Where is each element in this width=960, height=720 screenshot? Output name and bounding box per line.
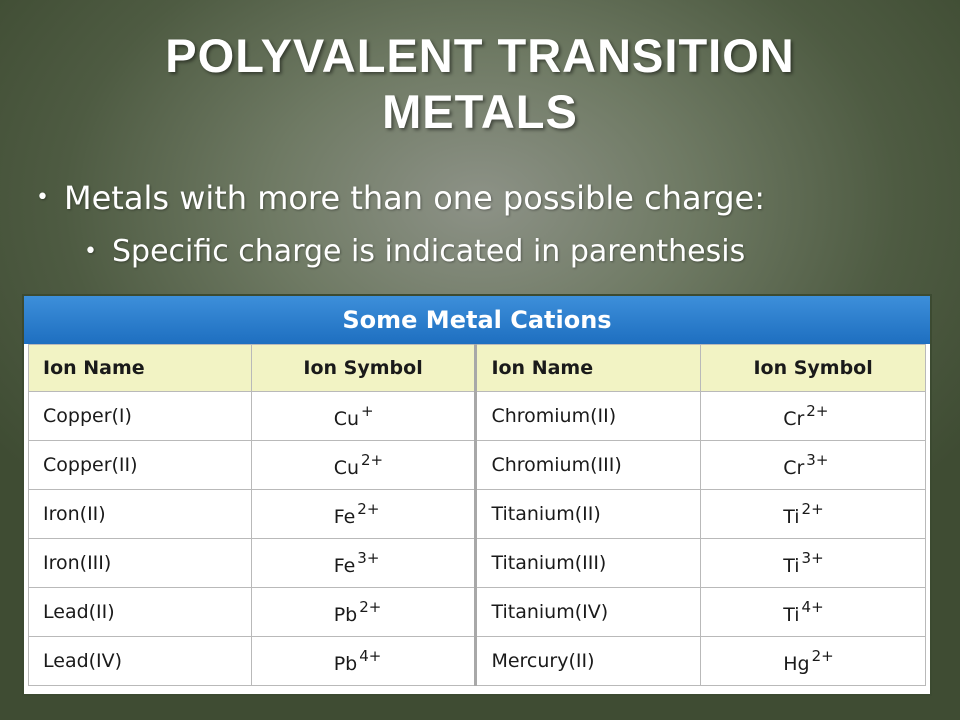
ion-charge: 4+ [359, 647, 382, 665]
ion-symbol: Ti [783, 555, 800, 577]
ion-name-cell: Titanium(III) [476, 539, 701, 588]
ion-symbol: Ti [783, 506, 800, 528]
table-row [29, 637, 926, 686]
ion-name-cell: Copper(I) [29, 392, 252, 441]
ion-symbol: Ti [783, 604, 800, 626]
ion-symbol: Fe [333, 506, 356, 528]
ion-charge: 3+ [357, 549, 380, 567]
column-header-ion-name-2: Ion Name [476, 345, 701, 392]
ion-symbol-cell [251, 441, 476, 490]
slide-title [60, 28, 900, 140]
bullet-item [36, 176, 765, 220]
ion-charge: 2+ [801, 500, 824, 518]
ion-symbol-cell [251, 539, 476, 588]
ion-symbol: Cr [783, 457, 805, 479]
table-row [29, 539, 926, 588]
ion-name-cell: Mercury(II) [476, 637, 701, 686]
ion-symbol: Cr [783, 408, 805, 430]
metal-cations-table [24, 296, 930, 694]
sub-bullet-text: Specific charge is indicated in parenthesis [112, 234, 746, 269]
ion-symbol: Cu [333, 408, 359, 430]
ion-symbol: Cu [333, 457, 359, 479]
ion-charge: + [361, 402, 374, 420]
ion-symbol: Pb [333, 653, 358, 675]
ion-name-cell: Chromium(II) [476, 392, 701, 441]
column-header-ion-symbol-2: Ion Symbol [701, 345, 926, 392]
bullet-text: Metals with more than one possible charge: [64, 179, 765, 217]
ion-name-cell: Titanium(IV) [476, 588, 701, 637]
ion-symbol: Hg [783, 653, 810, 675]
ion-name-cell: Lead(II) [29, 588, 252, 637]
slide-title-line-2: METALS [382, 85, 578, 138]
ion-symbol-cell [251, 637, 476, 686]
sub-bullet-item [84, 230, 746, 274]
ion-symbol-cell [701, 588, 926, 637]
table-row [29, 441, 926, 490]
ion-name-cell: Lead(IV) [29, 637, 252, 686]
ion-symbol-cell [701, 441, 926, 490]
slide-title-line-1: POLYVALENT TRANSITION [165, 29, 795, 82]
ion-name-cell: Copper(II) [29, 441, 252, 490]
ion-symbol-cell [701, 490, 926, 539]
table-row [29, 588, 926, 637]
ion-symbol-cell [701, 637, 926, 686]
ion-symbol-cell [251, 588, 476, 637]
ion-name-cell: Iron(III) [29, 539, 252, 588]
ion-symbol: Fe [333, 555, 356, 577]
table-header-row [29, 345, 926, 392]
ion-charge: 2+ [359, 598, 382, 616]
bullet-dot-icon: • [84, 239, 97, 264]
column-header-ion-name: Ion Name [29, 345, 252, 392]
ion-symbol-cell [701, 539, 926, 588]
ion-charge: 4+ [801, 598, 824, 616]
column-header-ion-symbol: Ion Symbol [251, 345, 476, 392]
ion-charge: 2+ [357, 500, 380, 518]
ion-symbol: Pb [333, 604, 358, 626]
ion-name-cell: Chromium(III) [476, 441, 701, 490]
ion-charge: 3+ [806, 451, 829, 469]
table-row [29, 392, 926, 441]
cations-grid [28, 344, 926, 686]
ion-charge: 2+ [811, 647, 834, 665]
table-row [29, 490, 926, 539]
ion-symbol-cell [251, 392, 476, 441]
ion-name-cell: Iron(II) [29, 490, 252, 539]
ion-charge: 2+ [806, 402, 829, 420]
ion-charge: 2+ [361, 451, 384, 469]
table-title: Some Metal Cations [24, 296, 930, 344]
ion-charge: 3+ [801, 549, 824, 567]
bullet-dot-icon: • [36, 185, 49, 210]
ion-symbol-cell [251, 490, 476, 539]
ion-symbol-cell [701, 392, 926, 441]
ion-name-cell: Titanium(II) [476, 490, 701, 539]
